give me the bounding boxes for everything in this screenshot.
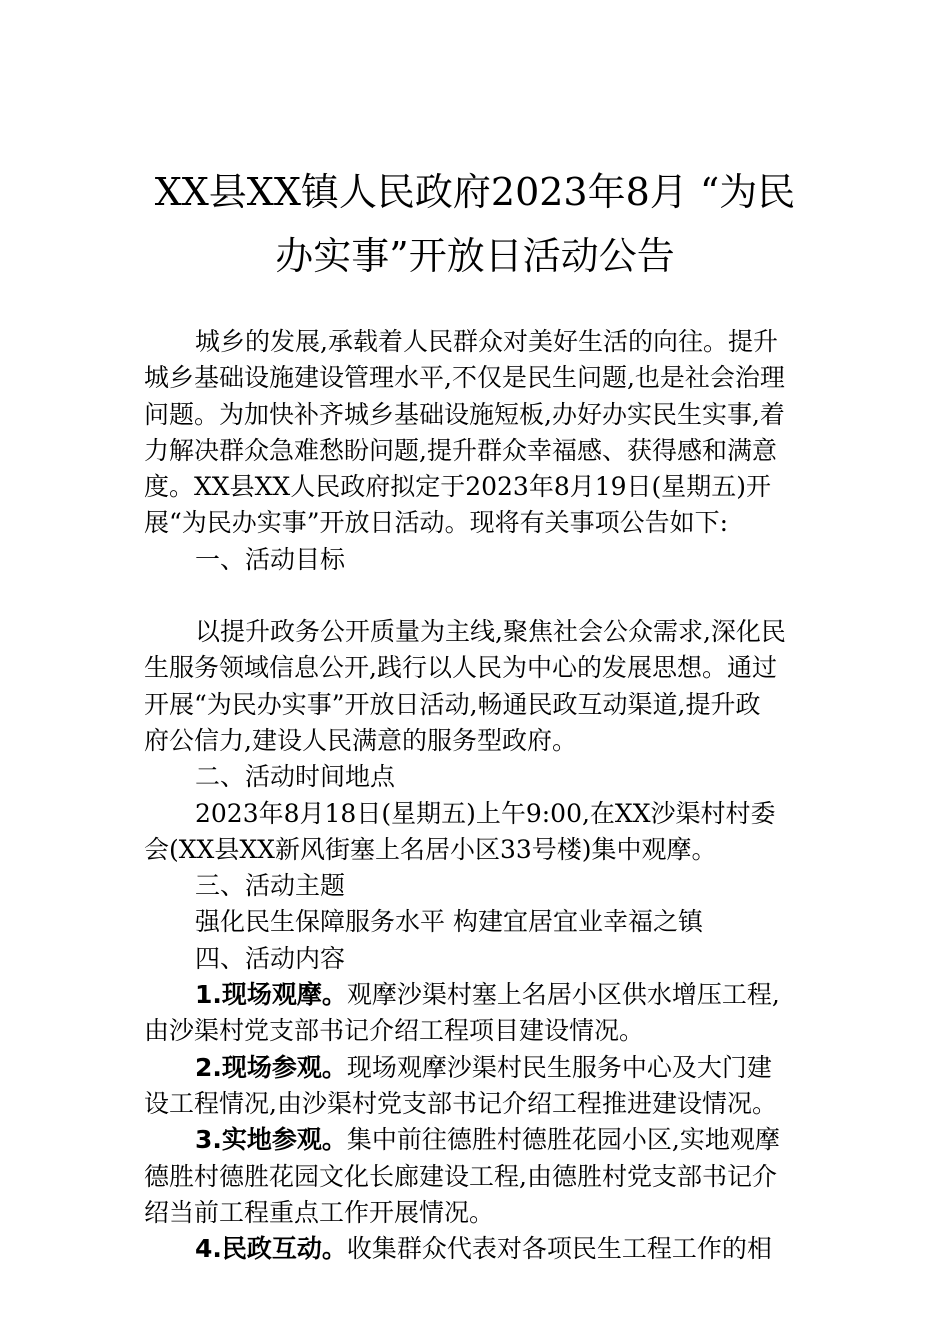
intro-line: 度。XX县XX人民政府拟定于2023年8月19日(星期五)开 bbox=[144, 472, 772, 502]
theme-line: 强化民生保障服务水平 构建宜居宜业幸福之镇 bbox=[195, 907, 703, 937]
section-heading-time-place: 二、活动时间地点 bbox=[195, 762, 396, 792]
title-line-1: XX县XX镇人民政府2023年8月 “为民 bbox=[154, 170, 796, 214]
intro-line: 展“为民办实事”开放日活动。现将有关事项公告如下: bbox=[144, 508, 728, 538]
paragraph-line: 以提升政务公开质量为主线,聚焦社会公众需求,深化民 bbox=[195, 617, 786, 647]
intro-line: 城乡基础设施建设管理水平,不仅是民生问题,也是社会治理 bbox=[144, 363, 785, 393]
item-text-line: 由沙渠村党支部书记介绍工程项目建设情况。 bbox=[144, 1016, 645, 1046]
intro-line: 问题。为加快补齐城乡基础设施短板,办好办实民生实事,着 bbox=[144, 399, 785, 429]
item-text-line: 设工程情况,由沙渠村党支部书记介绍工程推进建设情况。 bbox=[144, 1088, 777, 1118]
item-label: 1.现场观摩。 bbox=[195, 980, 347, 1010]
paragraph-line: 开展“为民办实事”开放日活动,畅通民政互动渠道,提升政 bbox=[144, 689, 761, 719]
intro-line: 城乡的发展,承载着人民群众对美好生活的向往。提升 bbox=[195, 327, 778, 356]
item-text: 观摩沙渠村塞上名居小区供水增压工程, bbox=[346, 980, 780, 1010]
item-label: 4.民政互动。 bbox=[195, 1234, 347, 1264]
paragraph-line: 府公信力,建设人民满意的服务型政府。 bbox=[144, 725, 577, 755]
content-item-1 bbox=[144, 977, 809, 1013]
paragraph-line: 会(XX县XX新风街塞上名居小区33号楼)集中观摩。 bbox=[144, 834, 717, 864]
item-label: 3.实地参观。 bbox=[195, 1125, 347, 1155]
spacer bbox=[144, 578, 809, 614]
document-body bbox=[144, 324, 809, 1267]
item-text-line: 德胜村德胜花园文化长廊建设工程,由德胜村党支部书记介 bbox=[144, 1161, 777, 1191]
item-text: 集中前往德胜村德胜花园小区,实地观摩 bbox=[346, 1125, 780, 1155]
item-text-line: 绍当前工程重点工作开展情况。 bbox=[144, 1197, 495, 1227]
item-text: 现场观摩沙渠村民生服务中心及大门建 bbox=[346, 1052, 772, 1082]
section-heading-goals: 一、活动目标 bbox=[195, 544, 346, 574]
title-line-2: 办实事”开放日活动公告 bbox=[275, 234, 675, 278]
document-title bbox=[140, 160, 810, 288]
content-item-4 bbox=[144, 1231, 809, 1267]
content-item-3 bbox=[144, 1122, 809, 1158]
paragraph-line: 2023年8月18日(星期五)上午9:00,在XX沙渠村村委 bbox=[195, 798, 776, 828]
section-heading-theme: 三、活动主题 bbox=[195, 871, 346, 901]
item-text: 收集群众代表对各项民生工程工作的相 bbox=[346, 1234, 772, 1264]
section-heading-content: 四、活动内容 bbox=[195, 943, 346, 973]
intro-line: 力解决群众急难愁盼问题,提升群众幸福感、获得感和满意 bbox=[144, 435, 777, 465]
content-item-2 bbox=[144, 1050, 809, 1086]
item-label: 2.现场参观。 bbox=[195, 1052, 347, 1082]
paragraph-line: 生服务领域信息公开,践行以人民为中心的发展思想。通过 bbox=[144, 653, 777, 683]
